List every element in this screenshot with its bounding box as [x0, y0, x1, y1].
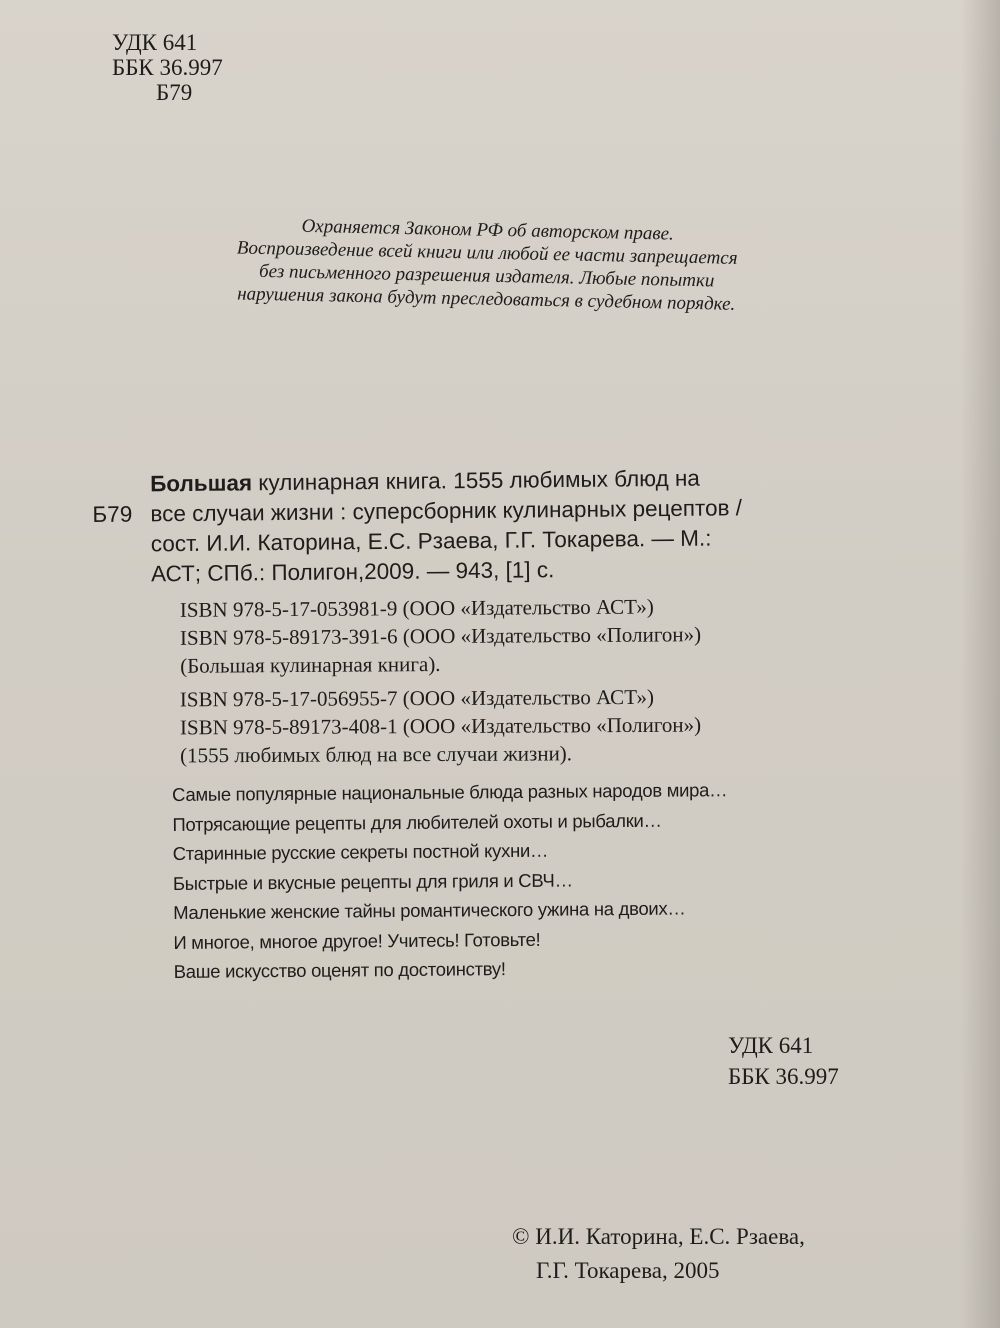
- isbn-line: ISBN 978-5-17-053981-9 (ООО «Издательство АСТ»): [179, 594, 654, 622]
- copyright-notice-line: без письменного разрешения издателя. Любые попытки: [258, 260, 715, 292]
- copyright-holders-line-1: © И.И. Каторина, Е.С. Рзаева,: [512, 1224, 805, 1249]
- udk-code: УДК 641: [112, 30, 198, 55]
- isbn-line: ISBN 978-5-17-056955-7 (ООО «Издательство АСТ»): [179, 684, 655, 712]
- isbn-series-note: (1555 любимых блюд на все случаи жизни).: [180, 741, 573, 768]
- tagline: Самые популярные национальные блюда разных народов мира…: [172, 779, 728, 805]
- copyright-notice: [166, 212, 808, 317]
- copyright-notice-line: нарушения закона будут преследоваться в судебном порядке.: [236, 283, 736, 315]
- isbn-line: ISBN 978-5-89173-408-1 (ООО «Издательство «Полигон»): [179, 712, 702, 740]
- biblio-line-3: сост. И.И. Каторина, Е.С. Рзаева, Г.Г. Токарева. — М.:: [150, 525, 712, 557]
- biblio-author-mark: Б79: [92, 501, 133, 527]
- copyright-notice-line: Охраняется Законом РФ об авторском праве.: [301, 215, 675, 245]
- tagline: Ваше искусство оценят по достоинству!: [173, 958, 506, 982]
- footer-classification-codes: [728, 1030, 839, 1092]
- isbn-line: ISBN 978-5-89173-391-6 (ООО «Издательство «Полигон»): [179, 622, 702, 650]
- biblio-title-rest: кулинарная книга. 1555 любимых блюд на: [258, 465, 700, 496]
- show-through-artifact: [559, 20, 576, 82]
- copyright-holders: [512, 1220, 805, 1288]
- biblio-line-2-text: все случаи жизни : суперсборник кулинарных рецептов /: [150, 495, 743, 527]
- bibliographic-entry: [92, 462, 853, 590]
- biblio-title-bold: Большая: [150, 470, 253, 497]
- tagline: Быстрые и вкусные рецепты для гриля и СВЧ…: [172, 869, 573, 894]
- copyright-holders-line-2: Г.Г. Токарева, 2005: [536, 1258, 720, 1283]
- tagline: И многое, многое другое! Учитесь! Готовьте!: [173, 928, 541, 953]
- tagline: Маленькие женские тайны романтического ужина на двоих…: [173, 897, 686, 923]
- biblio-line-4: АСТ; СПб.: Полигон,2009. — 943, [1] с.: [150, 557, 555, 587]
- copyright-notice-line: Воспроизведение всей книги или любой ее части запрещается: [236, 237, 738, 269]
- header-classification-codes: [112, 30, 223, 105]
- annotation-taglines: [172, 775, 729, 986]
- bbk-code: ББК 36.997: [112, 55, 223, 80]
- page-edge-shadow: [960, 0, 1000, 1328]
- bbk-code: ББК 36.997: [728, 1064, 839, 1089]
- tagline: Старинные русские секреты постной кухни…: [172, 839, 549, 864]
- udk-code: УДК 641: [728, 1033, 814, 1058]
- isbn-series-note: (Большая кулинарная книга).: [180, 652, 441, 678]
- author-mark: Б79: [156, 80, 193, 105]
- isbn-group-2: [180, 683, 702, 770]
- tagline: Потрясающие рецепты для любителей охоты и рыбалки…: [172, 809, 662, 835]
- isbn-group-1: [180, 592, 702, 680]
